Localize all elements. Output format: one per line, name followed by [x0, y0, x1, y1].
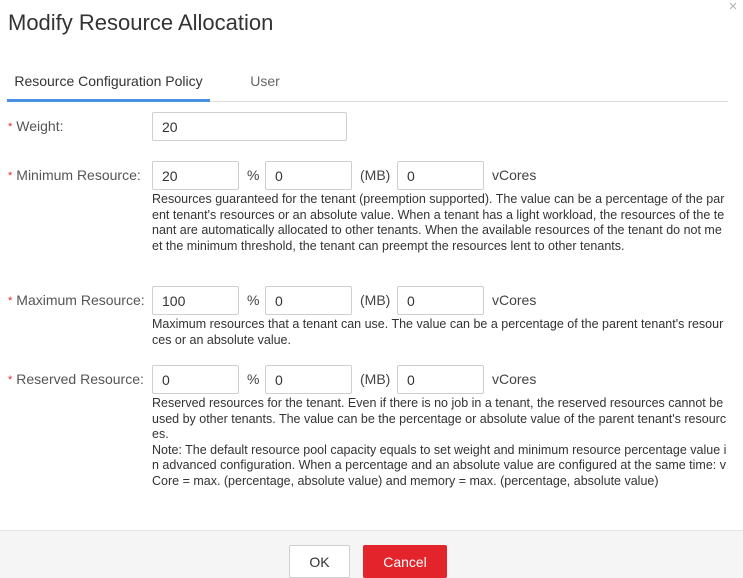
- maximum-percent-unit: %: [247, 292, 260, 308]
- minimum-resource-help-text: Resources guaranteed for the tenant (preemption supported). The value can be a percentage of the parent tenant's resources or an absolute value. When a tenant has a light workload, the resources of the tenant are automatically allocated to other tenants. When the available resources of the tenant do not meet the minimum threshold, the tenant can preempt the resources lent to other tenants.: [152, 192, 725, 253]
- minimum-percent-unit: %: [247, 167, 260, 183]
- dialog-title: Modify Resource Allocation: [8, 10, 274, 35]
- maximum-resource-help-text: Maximum resources that a tenant can use. The value can be a percentage of the parent tenant's resources or an absolute value.: [152, 317, 724, 347]
- reserved-vcores-unit: vCores: [492, 371, 537, 387]
- required-mark: *: [8, 295, 13, 307]
- tab-bar: [7, 62, 728, 102]
- minimum-percent-input[interactable]: [152, 161, 239, 190]
- reserved-memory-input[interactable]: [265, 365, 352, 394]
- tab-user-policy[interactable]: User: [250, 73, 280, 89]
- ok-button[interactable]: OK: [289, 545, 350, 578]
- maximum-percent-input[interactable]: [152, 286, 239, 315]
- cancel-button[interactable]: Cancel: [363, 545, 447, 578]
- maximum-resource-description: [152, 317, 728, 348]
- maximum-resource-label: [8, 292, 145, 308]
- reserved-resource-label: [8, 371, 144, 387]
- maximum-memory-unit: (MB): [360, 292, 391, 308]
- tab-resource-configuration-policy[interactable]: Resource Configuration Policy: [7, 62, 210, 102]
- minimum-memory-input[interactable]: [265, 161, 352, 190]
- reserved-resource-description: [152, 396, 728, 489]
- maximum-resource-label-text: Maximum Resource:: [16, 292, 145, 308]
- required-mark: *: [8, 121, 13, 133]
- reserved-resource-note: Note: The default resource pool capacity equals to set weight and minimum resource percentage value in advanced configuration. When a percentage and an absolute value are configured at the same time: vCore = max. (percentage, absolute value) and memory = max. (percentage, absolute value): [152, 442, 727, 488]
- required-mark: *: [8, 170, 13, 182]
- minimum-vcores-input[interactable]: [397, 161, 484, 190]
- reserved-resource-label-text: Reserved Resource:: [16, 371, 144, 387]
- minimum-memory-unit: (MB): [360, 167, 391, 183]
- reserved-percent-input[interactable]: [152, 365, 239, 394]
- minimum-vcores-unit: vCores: [492, 167, 537, 183]
- reserved-resource-help-text: Reserved resources for the tenant. Even if there is no job in a tenant, the reserved resources cannot be used by other tenants. The value can be the percentage or absolute value of the parent tenant's resources.: [152, 396, 727, 441]
- minimum-resource-description: [152, 192, 728, 254]
- dialog-footer: [0, 530, 743, 578]
- reserved-vcores-input[interactable]: [397, 365, 484, 394]
- reserved-percent-unit: %: [247, 371, 260, 387]
- close-icon[interactable]: ×: [728, 0, 738, 15]
- minimum-resource-label-text: Minimum Resource:: [16, 167, 141, 183]
- maximum-memory-input[interactable]: [265, 286, 352, 315]
- weight-label: [8, 118, 64, 134]
- reserved-memory-unit: (MB): [360, 371, 391, 387]
- weight-label-text: Weight:: [16, 118, 64, 134]
- weight-input[interactable]: [152, 112, 347, 141]
- minimum-resource-label: [8, 167, 141, 183]
- maximum-vcores-unit: vCores: [492, 292, 537, 308]
- maximum-vcores-input[interactable]: [397, 286, 484, 315]
- required-mark: *: [8, 374, 13, 386]
